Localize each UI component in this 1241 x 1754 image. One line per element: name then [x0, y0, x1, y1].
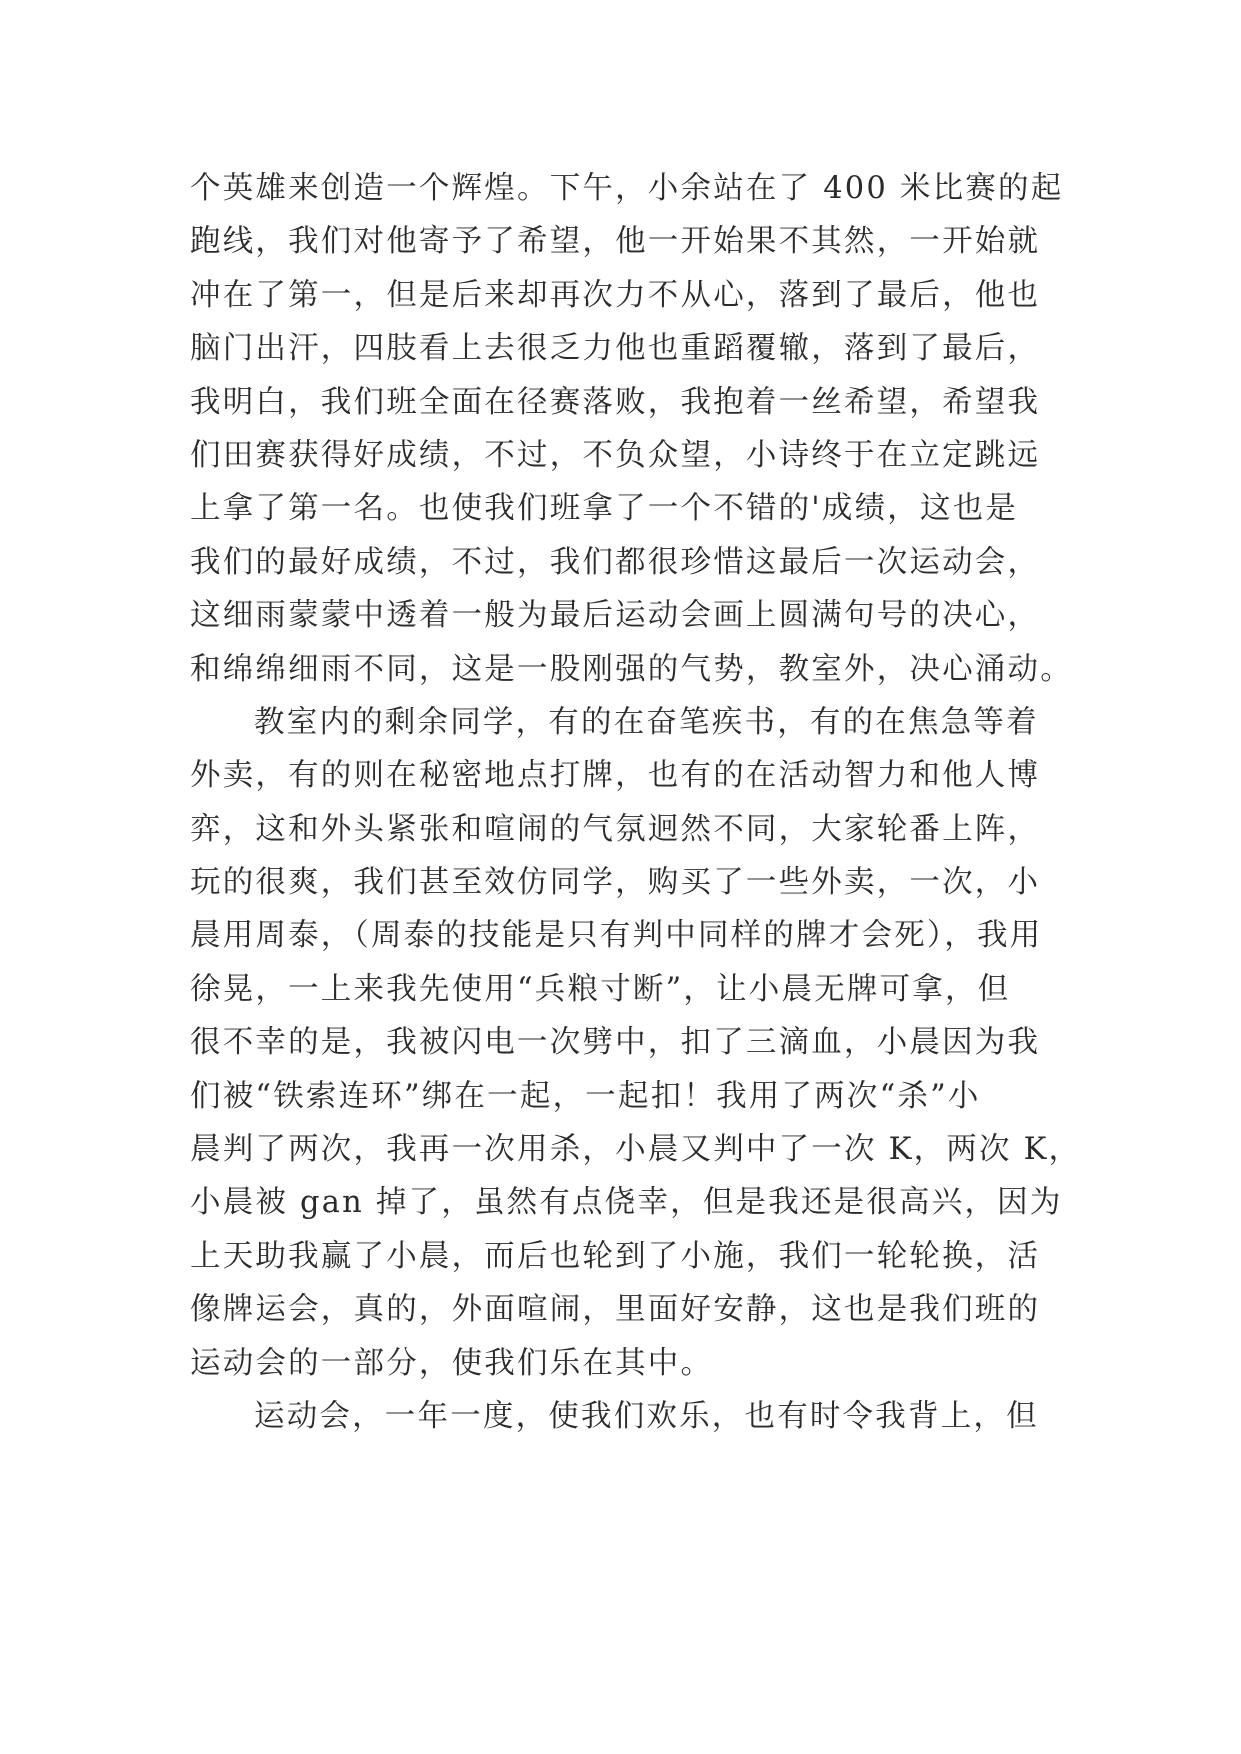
text-line: 晨判了两次，我再一次用杀，小晨又判中了一次 K，两次 K， [190, 1132, 1082, 1168]
text-line: 徐晃，一上来我先使用“兵粮寸断”，让小晨无牌可拿，但 [190, 971, 1011, 1007]
text-line: 运动会的一部分，使我们乐在其中。 [190, 1345, 714, 1381]
text-line: 玩的很爽，我们甚至效仿同学，购买了一些外卖，一次，小 [190, 865, 1041, 901]
text-line: 很不幸的是，我被闪电一次劈中，扣了三滴血，小晨因为我 [190, 1025, 1041, 1061]
text-line: 晨用周泰，（周泰的技能是只有判中同样的牌才会死），我用 [190, 918, 1043, 954]
text-line: 们被“铁索连环”绑在一起，一起扣！我用了两次“杀”小 [190, 1078, 981, 1114]
text-line: 教室内的剩余同学，有的在奋笔疾书，有的在焦急等着 [254, 704, 1039, 740]
text-line: 我们的最好成绩，不过，我们都很珍惜这最后一次运动会， [190, 544, 1041, 580]
text-line: 们田赛获得好成绩，不过，不负众望，小诗终于在立定跳远 [190, 437, 1041, 473]
text-line: 冲在了第一，但是后来却再次力不从心，落到了最后，他也 [190, 277, 1041, 313]
text-line: 和绵绵细雨不同，这是一股刚强的气势，教室外，决心涌动。 [190, 651, 1073, 687]
body-text [190, 162, 1082, 1443]
text-line: 运动会，一年一度，使我们欢乐，也有时令我背上，但 [254, 1398, 1039, 1434]
text-line: 脑门出汗，四肢看上去很乏力他也重蹈覆辙，落到了最后， [190, 331, 1041, 367]
text-line: 上天助我赢了小晨，而后也轮到了小施，我们一轮轮换，活 [190, 1238, 1041, 1274]
text-line: 跑线，我们对他寄予了希望，他一开始果不其然，一开始就 [190, 224, 1041, 260]
text-line: 这细雨蒙蒙中透着一般为最后运动会画上圆满句号的决心， [190, 598, 1041, 634]
text-line: 上拿了第一名。也使我们班拿了一个不错的'成绩，这也是 [190, 491, 1019, 527]
text-line: 个英雄来创造一个辉煌。下午，小余站在了 400 米比赛的起 [190, 171, 1064, 206]
text-line: 小晨被 gan 掉了，虽然有点侥幸，但是我还是很高兴，因为 [190, 1185, 1063, 1221]
text-line: 弈，这和外头紧张和喧闹的气氛迥然不同，大家轮番上阵， [190, 811, 1041, 847]
text-line: 我明白，我们班全面在径赛落败，我抱着一丝希望，希望我 [190, 384, 1041, 420]
text-line: 外卖，有的则在秘密地点打牌，也有的在活动智力和他人博 [190, 758, 1041, 794]
text-line: 像牌运会，真的，外面喧闹，里面好安静，这也是我们班的 [190, 1292, 1041, 1328]
